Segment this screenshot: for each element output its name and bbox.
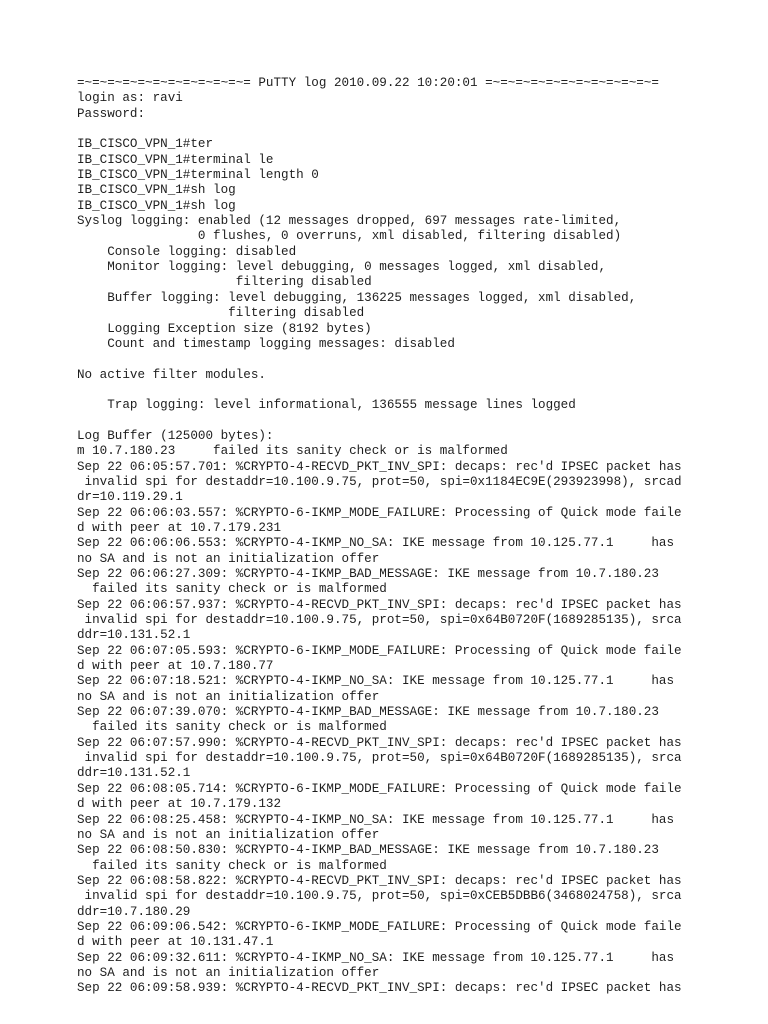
- log-line: failed its sanity check or is malformed: [77, 858, 387, 873]
- log-line: Sep 22 06:06:27.309: %CRYPTO-4-IKMP_BAD_MESSAGE: IKE message from 10.7.180.23: [77, 567, 659, 581]
- log-line: d with peer at 10.131.47.1: [77, 935, 274, 950]
- log-line: Sep 22 06:07:57.990: %CRYPTO-4-RECVD_PKT_INV_SPI: decaps: rec'd IPSEC packet has: [77, 735, 682, 750]
- log-line: d with peer at 10.7.179.132: [77, 797, 282, 812]
- log-line: IB_CISCO_VPN_1#terminal length 0: [77, 168, 319, 183]
- log-line: ddr=10.131.52.1: [77, 766, 191, 781]
- log-line: Count and timestamp logging messages: disabled: [77, 336, 455, 351]
- log-line: Sep 22 06:06:06.553: %CRYPTO-4-IKMP_NO_SA: IKE message from 10.125.77.1 has: [77, 536, 675, 551]
- log-line: Sep 22 06:05:57.701: %CRYPTO-4-RECVD_PKT_INV_SPI: decaps: rec'd IPSEC packet has: [77, 459, 682, 474]
- log-line: Sep 22 06:09:58.939: %CRYPTO-4-RECVD_PKT_INV_SPI: decaps: rec'd IPSEC packet has: [77, 981, 682, 996]
- log-line: No active filter modules.: [77, 367, 266, 382]
- log-line: m 10.7.180.23 failed its sanity check or is malformed: [77, 444, 508, 459]
- log-line: failed its sanity check or is malformed: [77, 582, 387, 597]
- log-line: Password:: [77, 106, 146, 121]
- log-line: IB_CISCO_VPN_1#terminal le: [77, 152, 274, 167]
- log-line: Console logging: disabled: [77, 244, 297, 259]
- log-line: login as: ravi: [77, 91, 183, 106]
- log-line: Sep 22 06:06:03.557: %CRYPTO-6-IKMP_MODE_FAILURE: Processing of Quick mode faile: [77, 505, 682, 520]
- log-line: filtering disabled: [77, 275, 372, 290]
- log-line: no SA and is not an initialization offer: [77, 689, 380, 704]
- log-line: Sep 22 06:07:05.593: %CRYPTO-6-IKMP_MODE_FAILURE: Processing of Quick mode faile: [77, 643, 682, 658]
- log-line: no SA and is not an initialization offer: [77, 551, 380, 566]
- log-line: Logging Exception size (8192 bytes): [77, 321, 372, 336]
- log-line: [77, 352, 757, 367]
- log-line: no SA and is not an initialization offer: [77, 827, 380, 842]
- log-line: Sep 22 06:06:57.937: %CRYPTO-4-RECVD_PKT_INV_SPI: decaps: rec'd IPSEC packet has: [77, 597, 682, 612]
- log-line: ddr=10.7.180.29: [77, 904, 191, 919]
- log-line: Sep 22 06:09:32.611: %CRYPTO-4-IKMP_NO_SA: IKE message from 10.125.77.1 has: [77, 950, 675, 965]
- log-line: [77, 414, 757, 429]
- log-line: ddr=10.131.52.1: [77, 628, 191, 643]
- log-line: =~=~=~=~=~=~=~=~=~=~=~= PuTTY log 2010.09.22 10:20:01 =~=~=~=~=~=~=~=~=~=~=~=: [77, 76, 659, 90]
- log-line: Sep 22 06:08:25.458: %CRYPTO-4-IKMP_NO_SA: IKE message from 10.125.77.1 has: [77, 812, 675, 827]
- log-line: Sep 22 06:07:18.521: %CRYPTO-4-IKMP_NO_SA: IKE message from 10.125.77.1 has: [77, 674, 675, 689]
- log-line: Sep 22 06:08:50.830: %CRYPTO-4-IKMP_BAD_MESSAGE: IKE message from 10.7.180.23: [77, 843, 659, 858]
- log-line: filtering disabled: [77, 306, 365, 321]
- log-line: Syslog logging: enabled (12 messages dropped, 697 messages rate-limited,: [77, 214, 622, 229]
- log-line: d with peer at 10.7.180.77: [77, 659, 274, 674]
- log-line: Sep 22 06:08:05.714: %CRYPTO-6-IKMP_MODE_FAILURE: Processing of Quick mode faile: [77, 781, 682, 796]
- log-line: d with peer at 10.7.179.231: [77, 520, 282, 535]
- log-line: IB_CISCO_VPN_1#ter: [77, 137, 214, 152]
- log-line: invalid spi for destaddr=10.100.9.75, prot=50, spi=0x64B0720F(1689285135), srca: [77, 613, 682, 628]
- log-line: Monitor logging: level debugging, 0 messages logged, xml disabled,: [77, 260, 607, 275]
- log-line: [77, 383, 757, 398]
- log-line: dr=10.119.29.1: [77, 490, 183, 505]
- log-line: Trap logging: level informational, 136555 message lines logged: [77, 398, 576, 413]
- log-line: invalid spi for destaddr=10.100.9.75, prot=50, spi=0xCEB5DBB6(3468024758), srca: [77, 889, 682, 904]
- log-line: Sep 22 06:09:06.542: %CRYPTO-6-IKMP_MODE_FAILURE: Processing of Quick mode faile: [77, 919, 682, 934]
- log-line: Sep 22 06:07:39.070: %CRYPTO-4-IKMP_BAD_MESSAGE: IKE message from 10.7.180.23: [77, 705, 659, 720]
- log-line: invalid spi for destaddr=10.100.9.75, prot=50, spi=0x64B0720F(1689285135), srca: [77, 751, 682, 766]
- log-line: no SA and is not an initialization offer: [77, 965, 380, 980]
- log-line: failed its sanity check or is malformed: [77, 720, 387, 735]
- log-line: [77, 122, 757, 137]
- log-line: IB_CISCO_VPN_1#sh log: [77, 183, 236, 198]
- putty-log-document: [77, 76, 757, 997]
- log-line: Buffer logging: level debugging, 136225 messages logged, xml disabled,: [77, 290, 637, 305]
- log-line: 0 flushes, 0 overruns, xml disabled, filtering disabled): [77, 229, 622, 244]
- log-line: invalid spi for destaddr=10.100.9.75, prot=50, spi=0x1184EC9E(293923998), srcad: [77, 474, 682, 489]
- log-line: Sep 22 06:08:58.822: %CRYPTO-4-RECVD_PKT_INV_SPI: decaps: rec'd IPSEC packet has: [77, 873, 682, 888]
- log-line: Log Buffer (125000 bytes):: [77, 428, 274, 443]
- log-line: IB_CISCO_VPN_1#sh log: [77, 198, 236, 213]
